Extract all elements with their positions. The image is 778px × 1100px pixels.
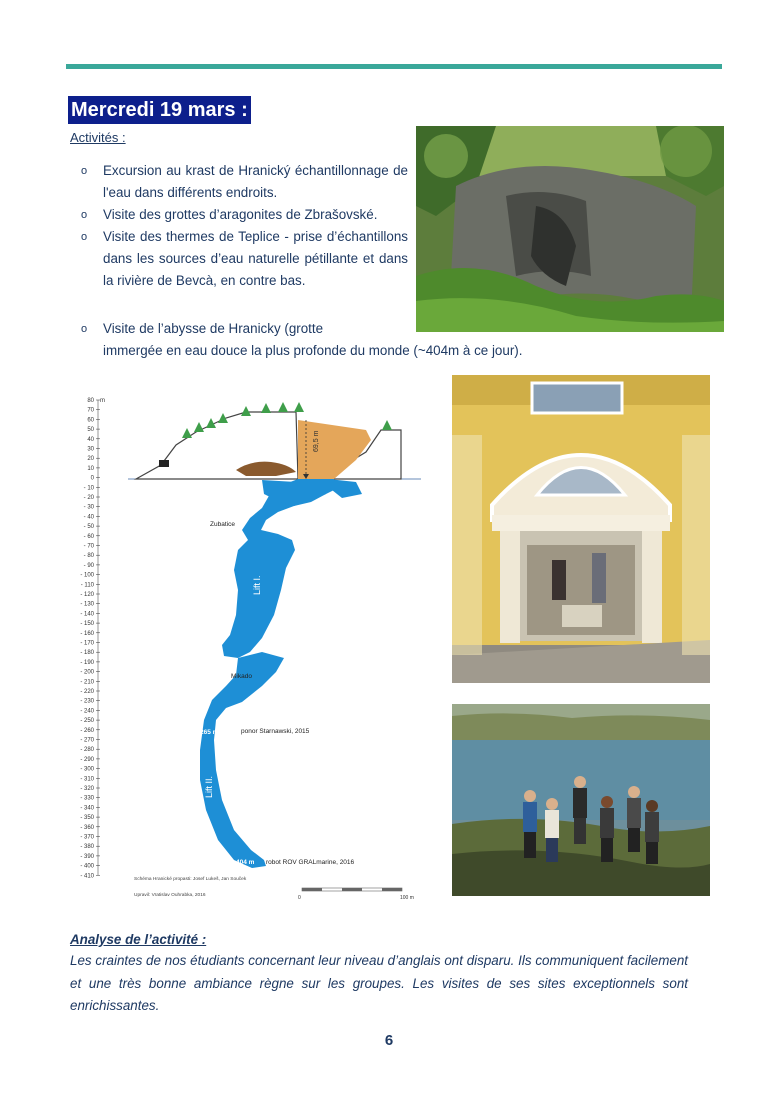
depth-tick-label: - 90	[83, 562, 94, 569]
depth-tick-label: - 60	[83, 533, 94, 540]
depth-axis	[80, 398, 100, 879]
unit-label: m	[100, 398, 105, 404]
page-number: 6	[384, 1032, 394, 1049]
depth-tick-label: - 240	[80, 708, 94, 715]
depth-tick-label: - 300	[80, 766, 94, 773]
depth-tick-label: - 180	[80, 650, 94, 657]
list-item: o Visite des grottes d’aragonites de Zbrašovské.	[78, 204, 408, 226]
depth-tick-label: - 140	[80, 611, 94, 618]
vehicle-icon	[159, 460, 169, 467]
ponor-label: ponor Starnawski, 2015	[241, 728, 310, 735]
depth-tick-label: - 380	[80, 844, 94, 851]
depth-tick-label: 10	[87, 465, 94, 472]
depth-tick-label: - 330	[80, 795, 94, 802]
top-divider	[66, 64, 722, 69]
depth-tick-label: - 220	[80, 689, 94, 695]
bullet-icon: o	[81, 209, 88, 221]
depth-tick-label: - 370	[80, 834, 94, 841]
bullet-icon: o	[81, 323, 88, 335]
depth-tick-label: - 250	[80, 718, 94, 725]
depth-tick-label: 40	[87, 436, 94, 443]
depth-tick-label: - 50	[83, 524, 94, 531]
depth-tick-label: - 200	[80, 669, 94, 676]
scale-bar	[302, 888, 402, 891]
depth-tick-label: - 290	[80, 756, 94, 763]
depth-tick-label: 70	[87, 407, 94, 414]
depth-tick-label: - 130	[80, 601, 94, 608]
depth-tick-label: 80	[87, 398, 94, 404]
depth-tick-label: - 80	[83, 553, 94, 560]
list-item: o Excursion au krast de Hranický échantillonnage de l'eau dans différents endroits.	[78, 160, 408, 204]
activities-list	[78, 160, 408, 292]
zubatice-label: Zubatice	[210, 521, 235, 528]
depth-tick-label: - 190	[80, 659, 94, 666]
depth-tick-label: - 10	[83, 485, 94, 492]
lift2-label: Lift II.	[204, 775, 214, 798]
depth-tick-label: - 270	[80, 737, 94, 744]
scale-end-label: 100 m	[400, 895, 414, 901]
depth-tick-label: - 70	[83, 543, 94, 550]
depth-tick-label: - 110	[80, 582, 94, 589]
depth-tick-label: - 390	[80, 853, 94, 860]
depth-tick-label: 20	[87, 456, 94, 463]
depth-tick-label: 0	[90, 475, 94, 482]
list-item: o Visite de l’abysse de Hranicky (grotte immergée en eau douce la plus profonde du monde (~404m à ce jour).	[78, 318, 598, 362]
depth-tick-label: - 150	[80, 621, 94, 628]
depth-tick-label: - 410	[80, 873, 94, 880]
depth-tick-label: - 20	[83, 495, 94, 501]
day-title: Mercredi 19 mars :	[68, 96, 251, 124]
lift1-label: Lift I.	[252, 575, 262, 595]
depth-tick-label: - 170	[80, 640, 94, 647]
depth-tick-label: - 360	[80, 824, 94, 831]
bullet-icon: o	[81, 165, 88, 177]
group-photo	[452, 704, 710, 896]
depth-tick-label: - 160	[80, 630, 94, 637]
depth-tick-label: - 400	[80, 863, 94, 870]
depth-265-label: 265 m	[200, 729, 219, 736]
depth-tick-label: - 310	[80, 776, 94, 783]
activities-label: Activités :	[70, 130, 126, 145]
list-item: o Visite des thermes de Teplice - prise d’échantillons dans les sources d’eau naturelle pétillante et dans la rivière de Bevcà, en contre bas.	[78, 226, 408, 292]
depth-tick-label: - 320	[80, 786, 94, 792]
analysis-title: Analyse de l’activité :	[70, 932, 207, 947]
dry-depth-label: 69,5 m	[313, 430, 320, 452]
depth-tick-label: - 280	[80, 747, 94, 754]
depth-tick-label: - 120	[80, 592, 94, 598]
bullet-icon: o	[81, 231, 88, 243]
depth-tick-label: - 30	[83, 504, 94, 511]
depth-tick-label: - 210	[80, 679, 94, 686]
depth-tick-label: 50	[87, 427, 94, 434]
depth-tick-label: - 340	[80, 805, 94, 812]
depth-tick-label: - 100	[80, 572, 94, 579]
depth-tick-label: - 350	[80, 815, 94, 822]
diagram-credit: Schéma Hranické propasti: Josef Lukeš, Jan Souček	[134, 877, 247, 882]
robot-label: robot ROV GRALmarine, 2016	[266, 859, 355, 866]
depth-tick-label: - 260	[80, 727, 94, 734]
depth-tick-label: - 230	[80, 698, 94, 705]
gorge-photo	[416, 126, 724, 332]
depth-tick-label: 30	[87, 446, 94, 453]
depth-404-label: 404 m	[236, 859, 255, 866]
scale-start-label: 0	[298, 895, 301, 901]
depth-tick-label: - 40	[83, 514, 94, 521]
analysis-text: Les craintes de nos étudiants concernant leur niveau d’anglais ont disparu. Ils communiquent facilement et une très bonne ambiance règne sur les groupes. Les visites de ses sites exceptionnels sont enrichissantes.	[70, 953, 688, 1013]
spa-building-photo	[452, 375, 710, 683]
abyss-diagram	[66, 390, 426, 905]
mikado-label: Mikado	[231, 673, 252, 680]
depth-tick-label: 60	[87, 417, 94, 424]
diagram-credit: Upravil: Vratislav Ouhrabka, 2016	[134, 893, 206, 898]
